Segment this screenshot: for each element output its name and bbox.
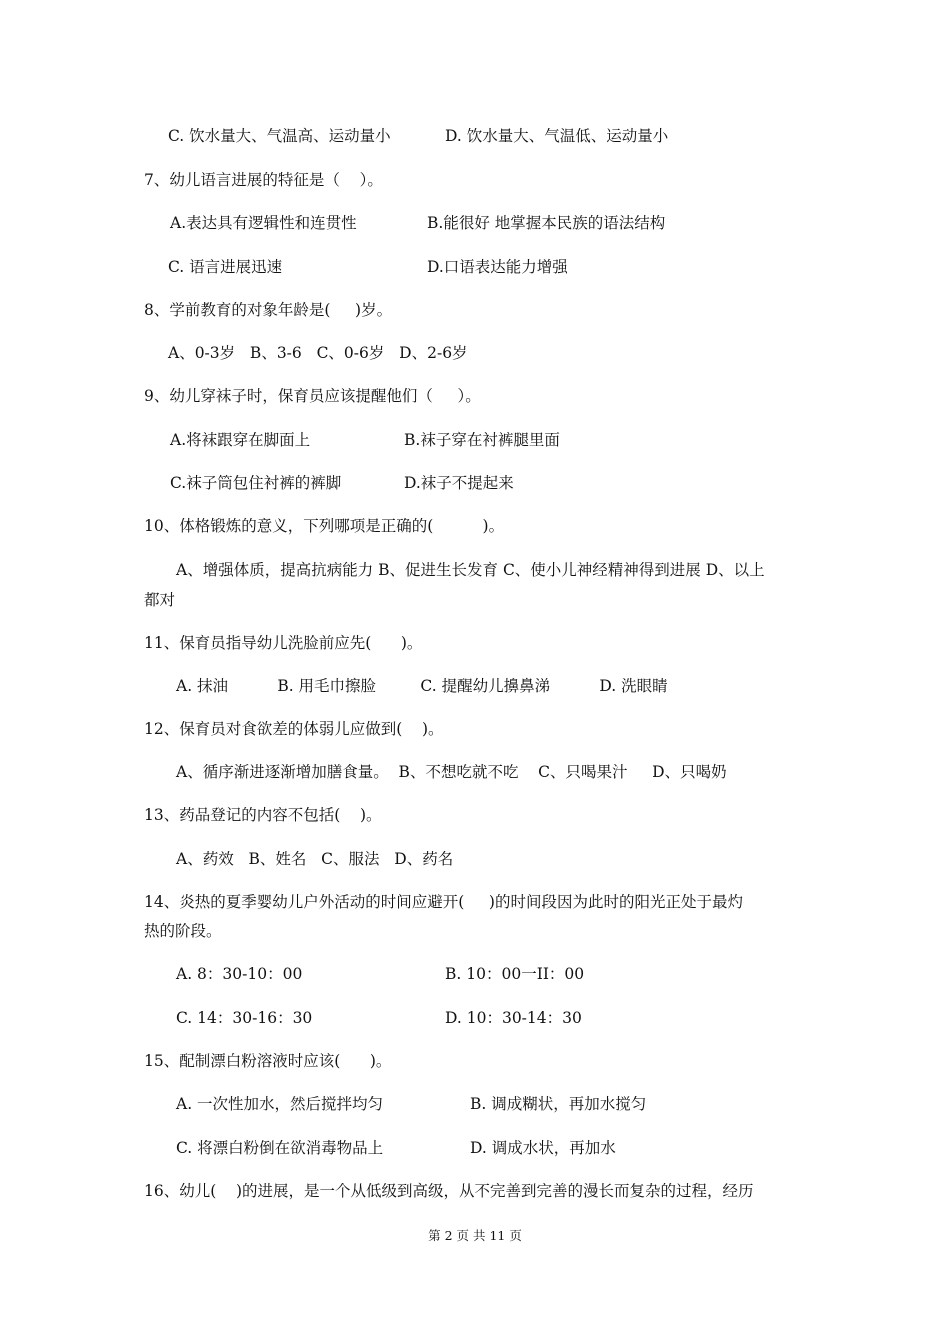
page-footer: 第 2 页 共 11 页 — [428, 1228, 522, 1243]
q12-options: A、循序渐进逐渐增加膳食量。 B、不想吃就不吃 C、只喝果汁 D、只喝奶 — [176, 763, 727, 781]
question-9: 9、幼儿穿袜子时，保育员应该提醒他们（ ）。 — [144, 387, 481, 405]
q9-option-c: C.袜子筒包住衬裤的裤脚 — [170, 474, 342, 492]
question-8: 8、学前教育的对象年龄是( )岁。 — [144, 301, 393, 319]
question-11: 11、保育员指导幼儿洗脸前应先( )。 — [144, 634, 423, 652]
q15-option-c: C. 将漂白粉倒在欲消毒物品上 — [176, 1139, 384, 1157]
question-12: 12、保育员对食欲差的体弱儿应做到( )。 — [144, 720, 444, 738]
q7-option-a: A.表达具有逻辑性和连贯性 — [170, 214, 357, 232]
q8-options: A、0-3岁 B、3-6 C、0-6岁 D、2-6岁 — [168, 344, 468, 362]
q14-option-d: D. 10：30-14：30 — [445, 1009, 582, 1027]
q11-options: A. 抹油 B. 用毛巾擦脸 C. 提醒幼儿擤鼻涕 D. 洗眼睛 — [176, 677, 668, 695]
q7-option-c: C. 语言进展迅速 — [168, 258, 283, 276]
question-10: 10、体格锻炼的意义，下列哪项是正确的( )。 — [144, 517, 505, 535]
q6-option-c: C. 饮水量大、气温高、运动量小 — [168, 127, 391, 145]
q10-options: A、增强体质，提高抗病能力 B、促进生长发育 C、使小儿神经精神得到进展 D、以上 — [176, 561, 765, 579]
q9-option-b: B.袜子穿在衬裤腿里面 — [404, 431, 560, 449]
q10-options-continued: 都对 — [144, 591, 176, 609]
q7-option-d: D.口语表达能力增强 — [427, 258, 568, 276]
q9-option-d: D.袜子不提起来 — [404, 474, 514, 492]
question-13: 13、药品登记的内容不包括( )。 — [144, 806, 382, 824]
question-15: 15、配制漂白粉溶液时应该( )。 — [144, 1052, 392, 1070]
q6-option-d: D. 饮水量大、气温低、运动量小 — [445, 127, 669, 145]
question-14: 14、炎热的夏季婴幼儿户外活动的时间应避开( )的时间段因为此时的阳光正处于最灼 — [144, 893, 743, 911]
question-7: 7、幼儿语言进展的特征是（ ）。 — [144, 171, 383, 189]
q9-option-a: A.将袜跟穿在脚面上 — [170, 431, 311, 449]
question-16: 16、幼儿( )的进展，是一个从低级到高级，从不完善到完善的漫长而复杂的过程，经历 — [144, 1182, 754, 1200]
q14-option-a: A. 8：30-10：00 — [176, 965, 303, 983]
q13-options: A、药效 B、姓名 C、服法 D、药名 — [176, 850, 454, 868]
q15-option-d: D. 调成水状，再加水 — [470, 1139, 616, 1157]
q15-option-a: A. 一次性加水，然后搅拌均匀 — [176, 1095, 384, 1113]
q14-option-c: C. 14：30-16：30 — [176, 1009, 313, 1027]
q7-option-b: B.能很好 地掌握本民族的语法结构 — [427, 214, 666, 232]
q14-option-b: B. 10：00一II：00 — [445, 965, 585, 983]
q15-option-b: B. 调成糊状，再加水搅匀 — [470, 1095, 647, 1113]
question-14-continued: 热的阶段。 — [144, 922, 222, 940]
